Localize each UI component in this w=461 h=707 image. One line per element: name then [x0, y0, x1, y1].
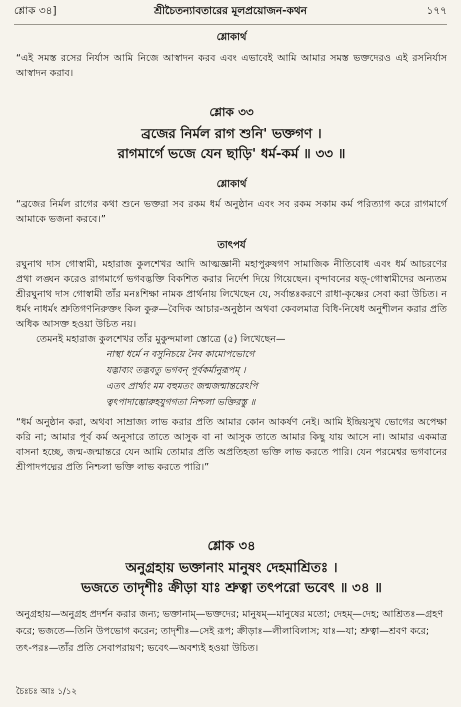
quoted-verse: [16, 347, 447, 411]
verse-line-2: রাগমার্গে ভজে যেন ছাড়ি' ধর্ম-কর্ম ॥ ৩৩ ॥: [117, 146, 346, 162]
verse-line-2: ভজতে তাদৃশীঃ ক্রীড়া যাঃ শ্রুত্বা তৎপরো ভবেৎ ॥ ৩৪ ॥: [81, 580, 382, 596]
purport: [16, 238, 447, 475]
translation-32: [16, 30, 447, 81]
purport-heading: তাৎপর্য: [217, 240, 246, 251]
running-header: [14, 4, 447, 22]
translation-text: “এই সমস্ত রসের নির্যাস আমি নিজে আস্বাদন করব এবং এভাবেই আমি আমার সমস্ত ভক্তদেরও এই রসনির্যাস আস্বাদন করাব।: [16, 53, 447, 79]
section-heading: শ্লোকার্থ: [216, 32, 247, 43]
synonyms-text: অনুগ্রহায়—অনুগ্রহ প্রদর্শন করার জন্য; ভক্তানাম্—ভক্তদের; মানুষম্—মানুষের মতো; দেহম্—দেহ; আশ্রিতঃ—গ্রহণ করে; ভজতে—তিনি উপভোগ করেন; তাদৃশীঃ—সেই রূপ; ক্রীড়াঃ—লীলাবিলাস; যাঃ—যা; শ্রুত্বা—শ্রবণ করে; তৎ-পরঃ—তাঁর প্রতি সেবাপরায়ণ; ভবেৎ—অবশ্যই হওয়া উচিত।: [16, 609, 444, 654]
quote-line: নাস্থা ধর্মে ন বসুনিচয়ে নৈব কামোপভোগে: [106, 349, 255, 360]
header-verse-ref: শ্লোক ৩৪]: [14, 5, 57, 17]
purport-paragraph-1: রঘুনাথ দাস গোস্বামী, মহারাজ কুলশেখর আদি আত্মজ্ঞানী মহাপুরুষগণ সামাজিক নীতিবোধ এবং ধর্ম আচরণের প্রথা লঙ্ঘন করেও রাগমার্গে ভগবদ্ভক্তি বিকশিত করার নির্দেশ দিয়ে গিয়েছেন। বৃন্দাবনের ষড়্-গোস্বামীদের অন্যতম শ্রীরঘুনাথ দাস গোস্বামী তাঁর মনঃশিক্ষা নামক প্রার্থনায় লিখেছেন যে, সর্বান্তঃকরণে রাধা-কৃষ্ণের সেবা করা উচিত। ন ধর্মং নাধর্মং শ্রুতিগণনিরুক্তং কিল কুরু—বৈদিক আচার-অনুষ্ঠান অথবা কেবলমাত্র বিধি-নিষেধ অনুশীলন করার প্রতি অধিক আসক্ত হওয়া উচিত নয়।: [16, 259, 447, 330]
purport-intro: তেমনই মহারাজ কুলশেখর তাঁর মুকুন্দমালা স্তোত্রে (৫) লিখেছেন—: [36, 334, 286, 345]
verse-34: [16, 537, 447, 598]
verse-line-1: অনুগ্রহায় ভক্তানাং মানুষং দেহমাশ্রিতঃ ।: [125, 560, 338, 576]
translation-text: “ব্রজের নির্মল রাগের কথা শুনে ভক্তরা সব রকম ধর্ম অনুষ্ঠান এবং সব রকম সকাম কর্ম পরিত্যাগ করে রাগমার্গে আমাকে ভজনা করবে।”: [16, 199, 447, 225]
verse-33: [16, 104, 447, 164]
verse-title: শ্লোক ৩৩: [209, 105, 254, 119]
quote-line: ত্বৎপাদাম্ভোরুহযুগগতা নিশ্চলা ভক্তিরস্তু ॥: [106, 397, 256, 408]
quote-line: যদ্ভাব্যং তদ্ভবতু ভগবন্ পূর্বকর্মানুরূপম্ ।: [106, 365, 246, 376]
word-for-word: [16, 606, 447, 657]
verse-title: শ্লোক ৩৪: [207, 539, 256, 554]
purport-paragraph-2: “ধর্ম অনুষ্ঠান করা, অথবা সাম্রাজ্য লাভ করার প্রতি আমার কোন আকর্ষণ নেই। আমি ইন্দ্রিয়সুখ ভোগের অপেক্ষা করি না; আমার পূর্ব কর্ম অনুসারে তাতে আসুক বা না আসুক তাতে আমার কিছু যায় আসে না। আমার একমাত্র বাসনা হচ্ছে, জন্ম-জন্মান্তরে যেন আমি তোমার প্রতি অপ্রতিহতা ভক্তি লাভ করতে পারি। যেন পরমেশ্বর ভগবানের শ্রীপাদপদ্মের প্রতি নিশ্চলা ভক্তি লাভ করতে পারি।”: [16, 417, 447, 473]
verse-line-1: ব্রজের নির্মল রাগ শুনি' ভক্তগণ ।: [141, 126, 322, 142]
header-page-number: ১৭৭: [426, 5, 447, 17]
header-rule: [14, 24, 447, 25]
translation-33: [16, 177, 447, 227]
header-chapter-title: শ্রীচৈতন্যাবতারের মূলপ্রয়োজন-কথন: [154, 5, 307, 17]
quote-line: এতৎ প্রার্থ্যং মম বহুমতং জন্মজন্মান্তরেঽপি: [106, 381, 258, 392]
section-heading: শ্লোকার্থ: [216, 179, 247, 190]
footer-signature: চৈঃচঃ আঃ ১/১২: [16, 687, 77, 697]
